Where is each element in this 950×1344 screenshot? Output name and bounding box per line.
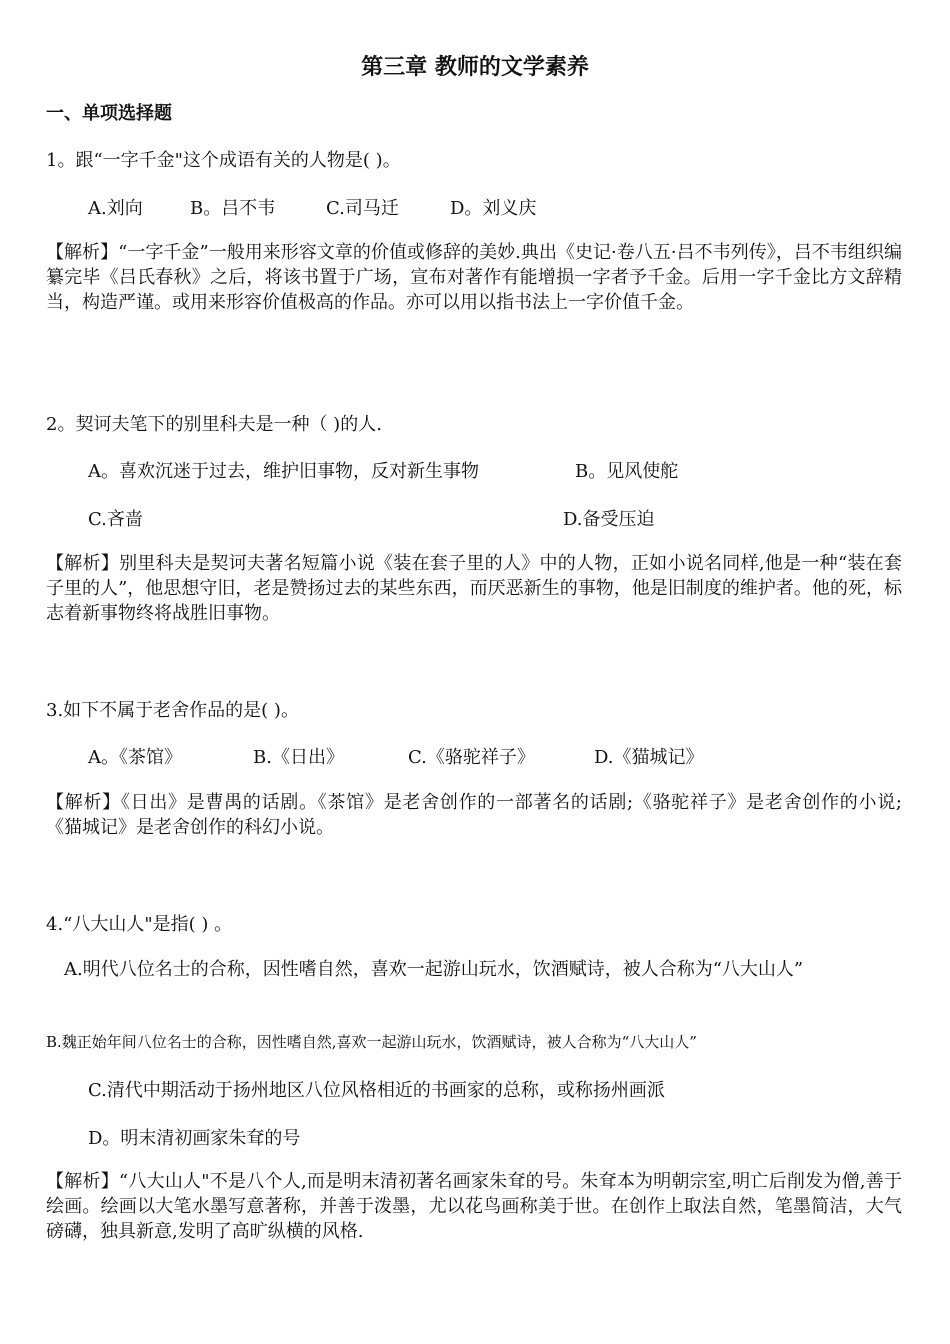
question-3-analysis: 【解析】《日出》是曹禺的话剧。《茶馆》是老舍创作的一部著名的话剧;《骆驼祥子》是老舍创作的小说;《猫城记》是老舍创作的科幻小说。 xyxy=(46,792,902,838)
question-4-option-a: A.明代八位名士的合称，因性嗜自然，喜欢一起游山玩水，饮酒赋诗，被人合称为“八大山人” xyxy=(64,959,804,980)
question-3-option-a: A。《茶馆》 xyxy=(88,747,182,768)
question-4-analysis: 【解析】“八大山人"不是八个人,而是明末清初著名画家朱耷的号。朱耷本为明朝宗室,明亡后削发为僧,善于绘画。绘画以大笔水墨写意著称，并善于泼墨，尤以花鸟画称美于世。在创作上取法自然，笔墨简洁，大气磅礴，独具新意,发明了高旷纵横的风格. xyxy=(46,1171,902,1242)
question-1-option-b: B。吕不韦 xyxy=(190,198,276,219)
question-1-analysis: 【解析】“一字千金”一般用来形容文章的价值或修辞的美妙.典出《史记·卷八五·吕不韦列传》，吕不韦组织编纂完毕《吕氏春秋》之后，将该书置于广场，宣布对著作有能增损一字者予千金。后用一字千金比方文辞精当，构造严谨。或用来形容价值极高的作品。亦可以用以指书法上一字价值千金。 xyxy=(46,242,902,313)
question-2-option-c: C.吝啬 xyxy=(88,509,143,530)
question-2-analysis: 【解析】别里科夫是契诃夫著名短篇小说《装在套子里的人》中的人物，正如小说名同样,他是一种“装在套子里的人”，他思想守旧，老是赞扬过去的某些东西，而厌恶新生的事物，他是旧制度的维护者。他的死，标志着新事物终将战胜旧事物。 xyxy=(46,553,902,624)
question-1-option-a: A.刘向 xyxy=(88,198,143,219)
question-2-option-b: B。见风使舵 xyxy=(575,461,679,482)
question-2-stem: 2。契诃夫笔下的别里科夫是一种（ )的人. xyxy=(46,414,382,435)
question-2-option-d: D.备受压迫 xyxy=(563,509,655,530)
section-heading: 一、单项选择题 xyxy=(46,103,172,124)
question-4-option-b: B.魏正始年间八位名士的合称，因性嗜自然,喜欢一起游山玩水，饮酒赋诗，被人合称为“八大山人” xyxy=(46,1033,697,1051)
question-4-option-c: C.清代中期活动于扬州地区八位风格相近的书画家的总称，或称扬州画派 xyxy=(88,1080,665,1101)
question-1-option-c: C.司马迁 xyxy=(326,198,399,219)
question-4-stem: 4.“八大山人"是指( ) 。 xyxy=(46,914,233,935)
question-3-stem: 3.如下不属于老舍作品的是( )。 xyxy=(46,700,299,721)
question-3-option-c: C.《骆驼祥子》 xyxy=(408,747,535,768)
question-1-stem: 1。跟“一字千金"这个成语有关的人物是( )。 xyxy=(46,150,401,171)
question-1-option-d: D。刘义庆 xyxy=(450,198,537,219)
question-4-option-d: D。明末清初画家朱耷的号 xyxy=(88,1128,301,1149)
page-title: 第三章 教师的文学素养 xyxy=(361,55,589,80)
question-3-option-d: D.《猫城记》 xyxy=(594,747,704,768)
question-2-option-a: A。喜欢沉迷于过去，维护旧事物，反对新生事物 xyxy=(88,461,479,482)
question-3-option-b: B.《日出》 xyxy=(253,747,344,768)
